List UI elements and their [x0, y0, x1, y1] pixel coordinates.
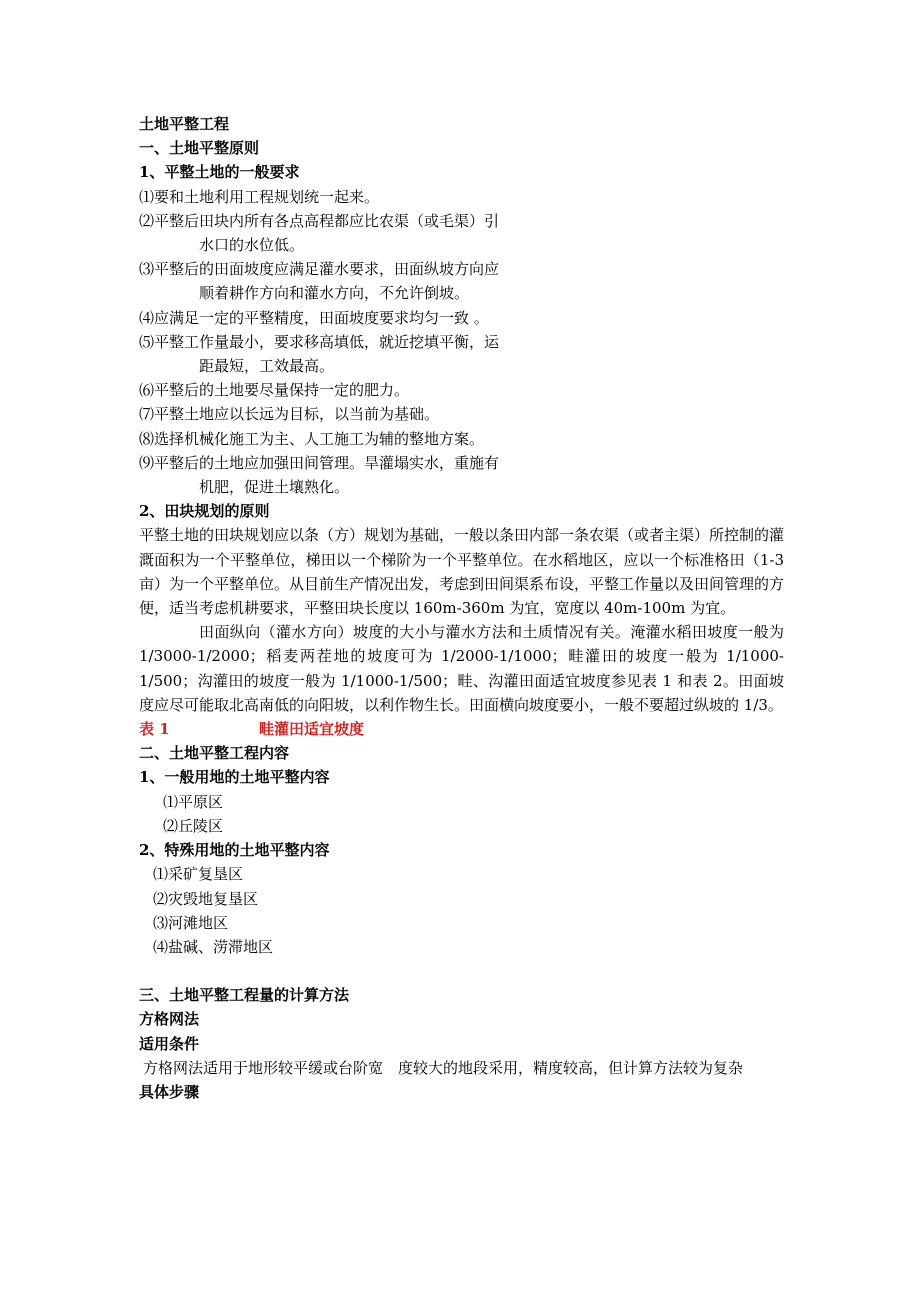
- requirement-item: ⑹平整后的土地要尽量保持一定的肥力。: [139, 381, 410, 400]
- list-item: ⑶河滩地区: [153, 913, 229, 932]
- section-2-1-heading: 1、一般用地的土地平整内容: [139, 768, 330, 787]
- requirement-item-continuation: 顺着耕作方向和灌水方向，不允许倒坡。: [199, 284, 470, 303]
- requirement-item-continuation: 机肥，促进土壤熟化。: [199, 478, 350, 497]
- requirement-item: ⑺平整土地应以长远为目标，以当前为基础。: [139, 405, 440, 424]
- requirement-item: ⑴要和土地利用工程规划统一起来。: [139, 187, 380, 206]
- requirement-item: ⑼平整后的土地应加强田间管理。旱灌塌实水，重施有: [139, 453, 500, 472]
- grid-method-heading: 方格网法: [139, 1010, 200, 1029]
- list-item: ⑵丘陵区: [163, 816, 224, 835]
- section-3-heading: 三、土地平整工程量的计算方法: [139, 986, 350, 1005]
- list-item: ⑷盐碱、涝滞地区: [153, 937, 274, 956]
- section-1-heading: 一、土地平整原则: [139, 139, 260, 158]
- requirement-item-continuation: 水口的水位低。: [199, 236, 305, 255]
- requirement-item-continuation: 距最短，工效最高。: [199, 357, 335, 376]
- table-1-label: 表 1: [139, 720, 170, 739]
- requirement-item: ⑸平整工作量最小，要求移高填低，就近挖填平衡，运: [139, 332, 500, 351]
- requirement-item: ⑷应满足一定的平整精度，田面坡度要求均匀一致 。: [139, 308, 489, 327]
- document-title: 土地平整工程: [139, 115, 230, 133]
- document-body: [139, 112, 784, 1104]
- specific-steps-heading: 具体步骤: [139, 1082, 200, 1101]
- slope-paragraph: 田面纵向（灌水方向）坡度的大小与灌水方法和土质情况有关。淹灌水稻田坡度一般为 1/3000-1/2000；稻麦两茬地的坡度可为 1/2000-1/1000；畦灌田的坡度一般为 1/1000-1/500；沟灌田的坡度一般为 1/1000-1/500；畦、沟灌田面适宜坡度参见表 1 和表 2。田面坡度应尽可能取北高南低的向阳坡，以利作物生长。田面横向坡度要小，一般不要超过纵坡的 1/3。: [139, 623, 784, 714]
- table-1-title: 畦灌田适宜坡度: [259, 720, 365, 739]
- table-1-caption: [139, 717, 784, 741]
- requirement-item: ⑻选择机械化施工为主、人工施工为辅的整地方案。: [139, 429, 485, 448]
- plot-planning-paragraph: 平整土地的田块规划应以条（方）规划为基础，一般以条田内部一条农渠（或者主渠）所控制的灌溉面积为一个平整单位，梯田以一个梯阶为一个平整单位。在水稻地区，应以一个标准格田（1-3 亩）为一个平整单位。从目前生产情况出发，考虑到田间渠系布设，平整工作量以及田间管理的方便，适当考虑机耕要求，平整田块长度以 160m-360m 为宜，宽度以 40m-100m 为宜。: [139, 526, 785, 618]
- requirement-item: ⑵平整后田块内所有各点高程都应比农渠（或毛渠）引: [139, 211, 500, 230]
- list-item: ⑴采矿复垦区: [153, 865, 244, 884]
- section-1-2-heading: 2、田块规划的原则: [139, 502, 270, 521]
- list-item: ⑵灾毁地复垦区: [153, 889, 259, 908]
- section-2-2-heading: 2、特殊用地的土地平整内容: [139, 841, 330, 860]
- list-item: ⑴平原区: [163, 792, 224, 811]
- section-2-heading: 二、土地平整工程内容: [139, 744, 290, 763]
- section-1-1-heading: 1、平整土地的一般要求: [139, 163, 300, 182]
- blank-line: [139, 959, 784, 983]
- requirement-item: ⑶平整后的田面坡度应满足灌水要求，田面纵坡方向应: [139, 260, 500, 279]
- applicable-conditions-heading: 适用条件: [139, 1034, 200, 1053]
- applicable-conditions-text: 方格网法适用于地形较平缓或台阶宽 度较大的地段采用，精度较高，但计算方法较为复杂: [143, 1058, 744, 1077]
